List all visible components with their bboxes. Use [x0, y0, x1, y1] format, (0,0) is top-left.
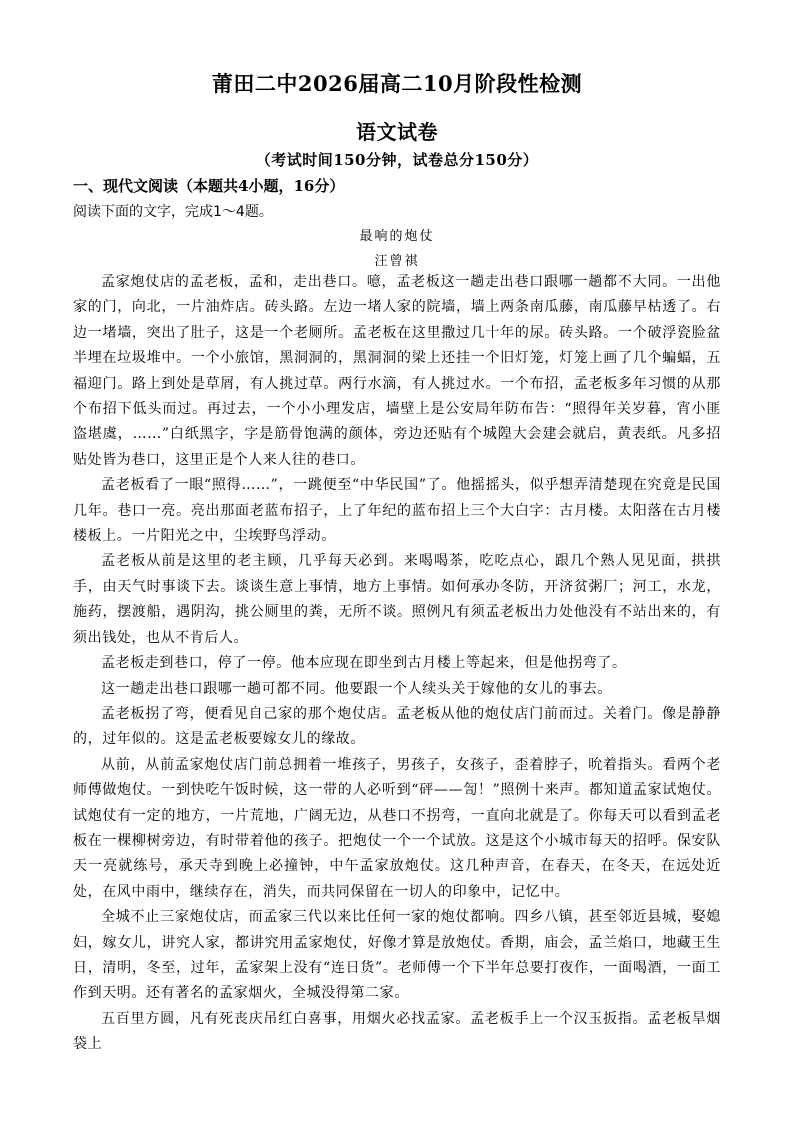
- paragraph: 孟老板拐了弯，便看见自己家的那个炮仗店。孟老板从他的炮仗店门前而过。关着门。像是静静的，过年似的。这是孟老板要嫁女儿的缘故。: [73, 705, 721, 748]
- paragraph: 孟家炮仗店的孟老板，孟和，走出巷口。噫，孟老板这一趟走出巷口跟哪一趟都不大同。一出他家的门，向北，一片油炸店。砖头路。左边一堵人家的院墙，墙上两条南瓜藤，南瓜藤早枯透了。右边一堵墙，突出了肚子，这是一个老厕所。孟老板在这里撒过几十年的尿。砖头路。一个破浮瓷脸盆半埋在垃圾堆中。一个小旅馆，黑洞洞的，黑洞洞的梁上还挂一个旧灯笼，灯笼上画了几个蝙蝠，五福迎门。路上到处是草屑，有人挑过草。两行水滴，有人挑过水。一个布招，孟老板多年习惯的从那个布招下低头而过。再过去，一个小小理发店，墙壁上是公安局年防布告：“照得年关岁暮，宵小匪盗堪虞，……”白纸黑字，字是筋骨饱满的颜体，旁边还贴有个城隍大会建会就启，黄表纸。凡多招贴处皆为巷口，这里正是个人来人往的巷口。: [73, 274, 721, 468]
- article-body: [73, 270, 721, 1058]
- reading-instruction: 阅读下面的文字，完成1～4题。: [73, 204, 273, 220]
- paragraph: 孟老板看了一眼“照得……”，一跳便至“中华民国”了。他摇摇头，似乎想弄清楚现在究竟是民国几年。巷口一亮。亮出那面老蓝布招子，上了年纪的蓝布招上三个大白字：古月楼。太阳落在古月楼楼板上。一片阳光之中，尘埃野鸟浮动。: [73, 477, 721, 545]
- exam-title: 莆田二中2026届高二10月阶段性检测: [211, 71, 583, 96]
- section-heading: 一、现代文阅读（本题共4小题，16分）: [73, 177, 345, 195]
- subject-title: 语文试卷: [356, 120, 438, 144]
- paragraph: 这一趟走出巷口跟哪一趟可都不同。他要跟一个人续头关于嫁他的女儿的事去。: [101, 680, 612, 697]
- article-title: 最响的炮仗: [359, 229, 435, 244]
- exam-info: （考试时间150分钟，试卷总分150分）: [255, 151, 539, 169]
- paragraph: 从前，从前孟家炮仗店门前总拥着一堆孩子，男孩子，女孩子，歪着脖子，吮着指头。看两个老师傅做炮仗。一到快吃午饭时候，这一带的人必听到“砰——訇！”照例十来声。都知道孟家试炮仗。试炮仗有一定的地方，一片荒地，广阔无边，从巷口不拐弯，一直向北就是了。你每天可以看到孟老板在一棵柳树旁边，有时带着他的孩子。把炮仗一个一个试放。这是这个小城市每天的招呼。保安队天一亮就练号，承天寺到晚上必撞钟，中午孟家放炮仗。这几种声音，在春天，在冬天，在远处近处，在风中雨中，继续存在，消失，而共同保留在一切人的印象中，记忆中。: [73, 756, 721, 900]
- paragraph: 五百里方圆，凡有死丧庆吊红白喜事，用烟火必找孟家。孟老板手上一个汉玉扳指。孟老板旱烟袋上: [73, 1010, 721, 1053]
- paragraph: 孟老板走到巷口，停了一停。他本应现在即坐到古月楼上等起来，但是他拐弯了。: [101, 655, 627, 672]
- paragraph: 孟老板从前是这里的老主顾，几乎每天必到。来喝喝茶，吃吃点心，跟几个熟人见见面，拱拱手，由天气时事谈下去。谈谈生意上事情，地方上事情。如何承办冬防，开济贫粥厂；河工，水龙，施药，摆渡船，遇阴沟，挑公厕里的粪，无所不谈。照例凡有须孟老板出力处他没有不站出来的，有须出钱处，也从不肯后人。: [73, 553, 721, 646]
- article-author: 汪曾祺: [374, 254, 420, 269]
- paragraph: 全城不止三家炮仗店，而孟家三代以来比任何一家的炮仗都响。四乡八镇，甚至邻近县城，娶媳妇，嫁女儿，讲究人家，都讲究用孟家炮仗，好像才算是放炮仗。香期，庙会，孟兰焰口，地藏王生日，清明，冬至，过年，孟家架上没有“连日货”。老师傅一个下半年总要打夜作，一面喝酒，一面工作到天明。还有著名的孟家烟火，全城没得第二家。: [73, 909, 721, 1002]
